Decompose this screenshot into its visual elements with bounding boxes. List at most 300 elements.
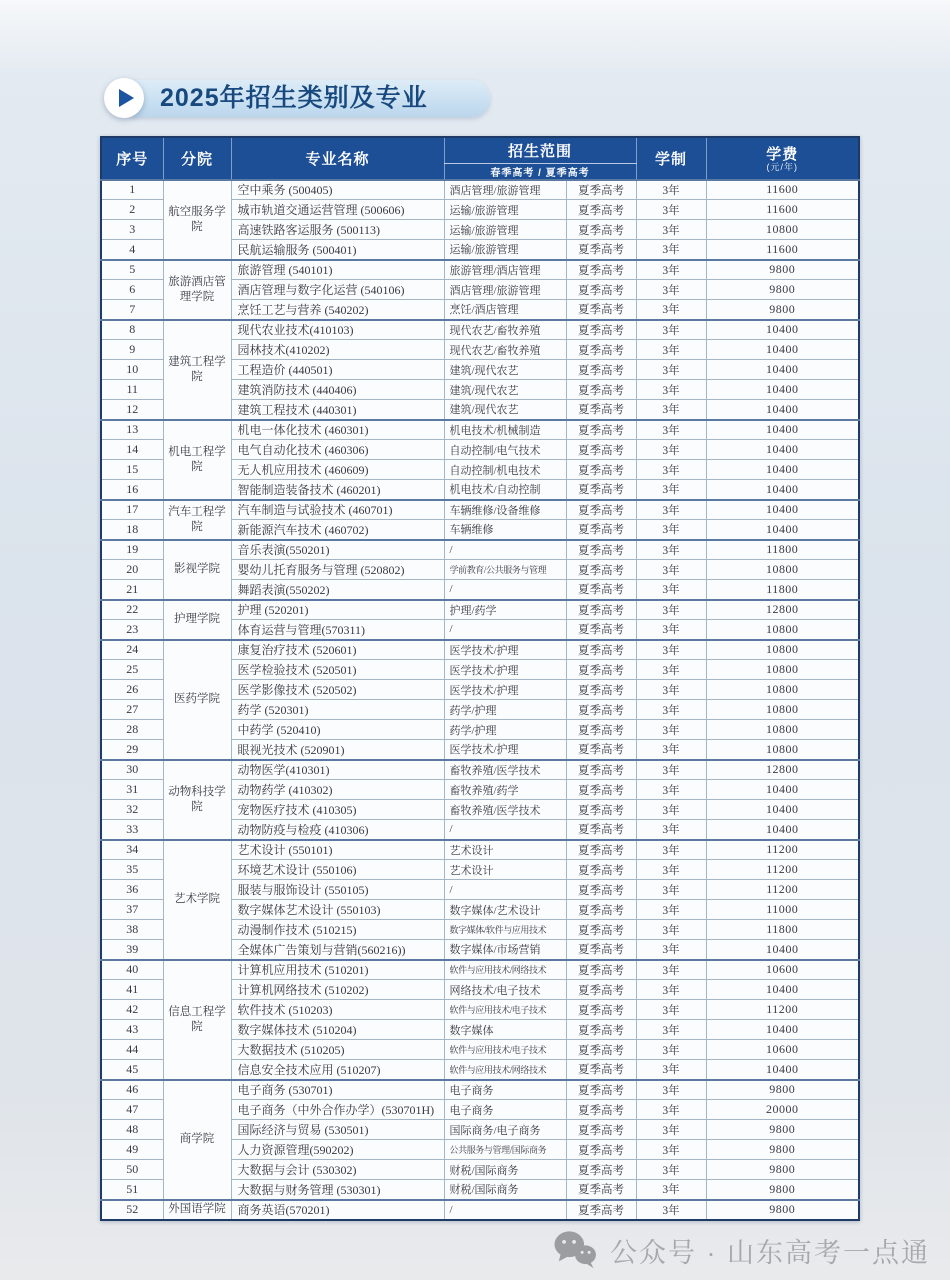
tuition-cell: 10800 [706, 740, 859, 760]
duration-cell: 3年 [636, 360, 706, 380]
summer-exam-cell: 夏季高考 [566, 960, 636, 980]
major-name-cell: 动物防疫与检疫 (410306) [231, 820, 444, 840]
college-cell: 外国语学院 [163, 1200, 231, 1220]
tuition-cell: 10800 [706, 680, 859, 700]
row-number-cell: 1 [101, 180, 163, 200]
table-row [101, 540, 859, 560]
college-cell: 动物科技学院 [163, 760, 231, 840]
major-name-cell: 眼视光技术 (520901) [231, 740, 444, 760]
spring-scope-cell: 建筑/现代农艺 [444, 400, 566, 420]
spring-scope-cell: 数字媒体 [444, 1020, 566, 1040]
college-cell: 旅游酒店管理学院 [163, 260, 231, 320]
spring-scope-cell: / [444, 880, 566, 900]
spring-scope-cell: 软件与应用技术/电子技术 [444, 1040, 566, 1060]
duration-cell: 3年 [636, 640, 706, 660]
major-name-cell: 商务英语(570201) [231, 1200, 444, 1220]
duration-cell: 3年 [636, 720, 706, 740]
row-number-cell: 11 [101, 380, 163, 400]
major-name-cell: 无人机应用技术 (460609) [231, 460, 444, 480]
row-number-cell: 2 [101, 200, 163, 220]
row-number-cell: 14 [101, 440, 163, 460]
table-row [101, 1200, 859, 1220]
row-number-cell: 33 [101, 820, 163, 840]
summer-exam-cell: 夏季高考 [566, 240, 636, 260]
tuition-cell: 10400 [706, 320, 859, 340]
tuition-cell: 9800 [706, 1140, 859, 1160]
table-row [101, 960, 859, 980]
tuition-cell: 10400 [706, 820, 859, 840]
duration-cell: 3年 [636, 200, 706, 220]
duration-cell: 3年 [636, 1000, 706, 1020]
tuition-cell: 10400 [706, 400, 859, 420]
spring-scope-cell: 车辆维修/设备维修 [444, 500, 566, 520]
tuition-cell: 9800 [706, 1120, 859, 1140]
major-name-cell: 软件技术 (510203) [231, 1000, 444, 1020]
major-name-cell: 数字媒体艺术设计 (550103) [231, 900, 444, 920]
tuition-cell: 11800 [706, 580, 859, 600]
major-name-cell: 大数据与会计 (530302) [231, 1160, 444, 1180]
duration-cell: 3年 [636, 980, 706, 1000]
row-number-cell: 8 [101, 320, 163, 340]
duration-cell: 3年 [636, 180, 706, 200]
spring-scope-cell: / [444, 580, 566, 600]
duration-cell: 3年 [636, 240, 706, 260]
major-name-cell: 医学检验技术 (520501) [231, 660, 444, 680]
summer-exam-cell: 夏季高考 [566, 620, 636, 640]
duration-cell: 3年 [636, 840, 706, 860]
tuition-cell: 10800 [706, 220, 859, 240]
row-number-cell: 23 [101, 620, 163, 640]
tuition-cell: 10400 [706, 1020, 859, 1040]
spring-scope-cell: / [444, 1200, 566, 1220]
major-name-cell: 机电一体化技术 (460301) [231, 420, 444, 440]
duration-cell: 3年 [636, 480, 706, 500]
spring-scope-cell: 数字媒体/艺术设计 [444, 900, 566, 920]
summer-exam-cell: 夏季高考 [566, 360, 636, 380]
college-cell: 影视学院 [163, 540, 231, 600]
summer-exam-cell: 夏季高考 [566, 1160, 636, 1180]
spring-scope-cell: / [444, 820, 566, 840]
tuition-cell: 11600 [706, 240, 859, 260]
tuition-cell: 9800 [706, 1180, 859, 1200]
spring-scope-cell: / [444, 620, 566, 640]
major-name-cell: 动漫制作技术 (510215) [231, 920, 444, 940]
admissions-table [100, 136, 860, 1221]
table-row [101, 600, 859, 620]
spring-scope-cell: 运输/旅游管理 [444, 200, 566, 220]
duration-cell: 3年 [636, 380, 706, 400]
row-number-cell: 40 [101, 960, 163, 980]
duration-cell: 3年 [636, 520, 706, 540]
summer-exam-cell: 夏季高考 [566, 680, 636, 700]
summer-exam-cell: 夏季高考 [566, 1020, 636, 1040]
summer-exam-cell: 夏季高考 [566, 1060, 636, 1080]
spring-scope-cell: / [444, 540, 566, 560]
duration-cell: 3年 [636, 680, 706, 700]
summer-exam-cell: 夏季高考 [566, 1080, 636, 1100]
major-name-cell: 民航运输服务 (500401) [231, 240, 444, 260]
table-row [101, 640, 859, 660]
tuition-cell: 10600 [706, 1040, 859, 1060]
duration-cell: 3年 [636, 880, 706, 900]
duration-cell: 3年 [636, 420, 706, 440]
summer-exam-cell: 夏季高考 [566, 1180, 636, 1200]
spring-scope-cell: 医学技术/护理 [444, 660, 566, 680]
row-number-cell: 35 [101, 860, 163, 880]
row-number-cell: 10 [101, 360, 163, 380]
row-number-cell: 26 [101, 680, 163, 700]
duration-cell: 3年 [636, 620, 706, 640]
spring-scope-cell: 医学技术/护理 [444, 680, 566, 700]
duration-cell: 3年 [636, 760, 706, 780]
row-number-cell: 46 [101, 1080, 163, 1100]
major-name-cell: 高速铁路客运服务 (500113) [231, 220, 444, 240]
spring-scope-cell: 旅游管理/酒店管理 [444, 260, 566, 280]
tuition-cell: 9800 [706, 1200, 859, 1220]
major-name-cell: 宠物医疗技术 (410305) [231, 800, 444, 820]
spring-scope-cell: 艺术设计 [444, 840, 566, 860]
tuition-cell: 11200 [706, 860, 859, 880]
play-triangle-icon [119, 89, 134, 107]
col-header-duration: 学制 [636, 137, 706, 180]
row-number-cell: 36 [101, 880, 163, 900]
tuition-cell: 10800 [706, 640, 859, 660]
spring-scope-cell: 护理/药学 [444, 600, 566, 620]
tuition-cell: 11200 [706, 880, 859, 900]
row-number-cell: 50 [101, 1160, 163, 1180]
spring-scope-cell: 畜牧养殖/医学技术 [444, 800, 566, 820]
duration-cell: 3年 [636, 220, 706, 240]
duration-cell: 3年 [636, 1180, 706, 1200]
tuition-cell: 9800 [706, 280, 859, 300]
summer-exam-cell: 夏季高考 [566, 1100, 636, 1120]
major-name-cell: 信息安全技术应用 (510207) [231, 1060, 444, 1080]
row-number-cell: 22 [101, 600, 163, 620]
major-name-cell: 计算机应用技术 (510201) [231, 960, 444, 980]
summer-exam-cell: 夏季高考 [566, 460, 636, 480]
spring-scope-cell: 建筑/现代农艺 [444, 380, 566, 400]
college-cell: 汽车工程学院 [163, 500, 231, 540]
summer-exam-cell: 夏季高考 [566, 560, 636, 580]
summer-exam-cell: 夏季高考 [566, 740, 636, 760]
summer-exam-cell: 夏季高考 [566, 1140, 636, 1160]
summer-exam-cell: 夏季高考 [566, 440, 636, 460]
duration-cell: 3年 [636, 1160, 706, 1180]
spring-scope-cell: 电子商务 [444, 1080, 566, 1100]
major-name-cell: 建筑消防技术 (440406) [231, 380, 444, 400]
row-number-cell: 25 [101, 660, 163, 680]
row-number-cell: 43 [101, 1020, 163, 1040]
row-number-cell: 37 [101, 900, 163, 920]
row-number-cell: 38 [101, 920, 163, 940]
spring-scope-cell: 网络技术/电子技术 [444, 980, 566, 1000]
major-name-cell: 环境艺术设计 (550106) [231, 860, 444, 880]
tuition-cell: 10800 [706, 620, 859, 640]
summer-exam-cell: 夏季高考 [566, 520, 636, 540]
duration-cell: 3年 [636, 280, 706, 300]
table-row [101, 760, 859, 780]
major-name-cell: 舞蹈表演(550202) [231, 580, 444, 600]
tuition-cell: 10400 [706, 480, 859, 500]
duration-cell: 3年 [636, 860, 706, 880]
college-cell: 艺术学院 [163, 840, 231, 960]
col-subheader-exam-types: 春季高考 / 夏季高考 [444, 163, 636, 180]
major-name-cell: 园林技术(410202) [231, 340, 444, 360]
row-number-cell: 6 [101, 280, 163, 300]
tuition-cell: 10400 [706, 520, 859, 540]
tuition-cell: 11200 [706, 1000, 859, 1020]
spring-scope-cell: 车辆维修 [444, 520, 566, 540]
duration-cell: 3年 [636, 440, 706, 460]
major-name-cell: 电子商务 (530701) [231, 1080, 444, 1100]
major-name-cell: 康复治疗技术 (520601) [231, 640, 444, 660]
summer-exam-cell: 夏季高考 [566, 720, 636, 740]
duration-cell: 3年 [636, 500, 706, 520]
college-cell: 商学院 [163, 1080, 231, 1200]
major-name-cell: 烹饪工艺与营养 (540202) [231, 300, 444, 320]
spring-scope-cell: 数字媒体/市场营销 [444, 940, 566, 960]
row-number-cell: 32 [101, 800, 163, 820]
tuition-cell: 11000 [706, 900, 859, 920]
duration-cell: 3年 [636, 660, 706, 680]
major-name-cell: 医学影像技术 (520502) [231, 680, 444, 700]
major-name-cell: 婴幼儿托育服务与管理 (520802) [231, 560, 444, 580]
major-name-cell: 动物医学(410301) [231, 760, 444, 780]
duration-cell: 3年 [636, 1040, 706, 1060]
summer-exam-cell: 夏季高考 [566, 920, 636, 940]
row-number-cell: 30 [101, 760, 163, 780]
summer-exam-cell: 夏季高考 [566, 340, 636, 360]
major-name-cell: 大数据与财务管理 (530301) [231, 1180, 444, 1200]
summer-exam-cell: 夏季高考 [566, 480, 636, 500]
college-cell: 医药学院 [163, 640, 231, 760]
spring-scope-cell: 烹饪/酒店管理 [444, 300, 566, 320]
row-number-cell: 13 [101, 420, 163, 440]
col-header-college: 分院 [163, 137, 231, 180]
duration-cell: 3年 [636, 920, 706, 940]
major-name-cell: 城市轨道交通运营管理 (500606) [231, 200, 444, 220]
duration-cell: 3年 [636, 460, 706, 480]
summer-exam-cell: 夏季高考 [566, 1200, 636, 1220]
spring-scope-cell: 畜牧养殖/医学技术 [444, 760, 566, 780]
summer-exam-cell: 夏季高考 [566, 800, 636, 820]
row-number-cell: 39 [101, 940, 163, 960]
duration-cell: 3年 [636, 580, 706, 600]
summer-exam-cell: 夏季高考 [566, 980, 636, 1000]
row-number-cell: 5 [101, 260, 163, 280]
duration-cell: 3年 [636, 740, 706, 760]
row-number-cell: 28 [101, 720, 163, 740]
row-number-cell: 15 [101, 460, 163, 480]
major-name-cell: 服装与服饰设计 (550105) [231, 880, 444, 900]
college-cell: 航空服务学院 [163, 180, 231, 260]
tuition-cell: 10400 [706, 940, 859, 960]
table-row [101, 180, 859, 200]
summer-exam-cell: 夏季高考 [566, 940, 636, 960]
duration-cell: 3年 [636, 540, 706, 560]
row-number-cell: 45 [101, 1060, 163, 1080]
tuition-cell: 10400 [706, 360, 859, 380]
major-name-cell: 新能源汽车技术 (460702) [231, 520, 444, 540]
spring-scope-cell: 软件与应用技术/电子技术 [444, 1000, 566, 1020]
tuition-label: 学费 [766, 145, 799, 163]
summer-exam-cell: 夏季高考 [566, 1120, 636, 1140]
row-number-cell: 41 [101, 980, 163, 1000]
tuition-cell: 10400 [706, 440, 859, 460]
duration-cell: 3年 [636, 340, 706, 360]
summer-exam-cell: 夏季高考 [566, 900, 636, 920]
major-name-cell: 动物药学 (410302) [231, 780, 444, 800]
major-name-cell: 现代农业技术(410103) [231, 320, 444, 340]
spring-scope-cell: 机电技术/自动控制 [444, 480, 566, 500]
table-row [101, 500, 859, 520]
major-name-cell: 中药学 (520410) [231, 720, 444, 740]
summer-exam-cell: 夏季高考 [566, 660, 636, 680]
table-row [101, 260, 859, 280]
duration-cell: 3年 [636, 1060, 706, 1080]
summer-exam-cell: 夏季高考 [566, 840, 636, 860]
row-number-cell: 27 [101, 700, 163, 720]
tuition-cell: 11600 [706, 200, 859, 220]
tuition-cell: 10400 [706, 780, 859, 800]
duration-cell: 3年 [636, 600, 706, 620]
summer-exam-cell: 夏季高考 [566, 180, 636, 200]
major-name-cell: 工程造价 (440501) [231, 360, 444, 380]
duration-cell: 3年 [636, 1080, 706, 1100]
row-number-cell: 44 [101, 1040, 163, 1060]
tuition-cell: 11600 [706, 180, 859, 200]
major-name-cell: 人力资源管理(590202) [231, 1140, 444, 1160]
spring-scope-cell: 酒店管理/旅游管理 [444, 180, 566, 200]
tuition-cell: 10400 [706, 500, 859, 520]
duration-cell: 3年 [636, 320, 706, 340]
duration-cell: 3年 [636, 300, 706, 320]
col-header-major: 专业名称 [231, 137, 444, 180]
spring-scope-cell: 学前教育/公共服务与管理 [444, 560, 566, 580]
major-name-cell: 电子商务（中外合作办学）(530701H) [231, 1100, 444, 1120]
spring-scope-cell: 艺术设计 [444, 860, 566, 880]
spring-scope-cell: 机电技术/机械制造 [444, 420, 566, 440]
spring-scope-cell: 药学/护理 [444, 720, 566, 740]
table-row [101, 420, 859, 440]
tuition-cell: 10400 [706, 460, 859, 480]
summer-exam-cell: 夏季高考 [566, 860, 636, 880]
duration-cell: 3年 [636, 800, 706, 820]
summer-exam-cell: 夏季高考 [566, 760, 636, 780]
row-number-cell: 42 [101, 1000, 163, 1020]
spring-scope-cell: 酒店管理/旅游管理 [444, 280, 566, 300]
spring-scope-cell: 现代农艺/畜牧养殖 [444, 320, 566, 340]
duration-cell: 3年 [636, 1120, 706, 1140]
duration-cell: 3年 [636, 900, 706, 920]
row-number-cell: 16 [101, 480, 163, 500]
spring-scope-cell: 软件与应用技术/网络技术 [444, 960, 566, 980]
duration-cell: 3年 [636, 780, 706, 800]
tuition-cell: 10800 [706, 560, 859, 580]
tuition-cell: 10800 [706, 700, 859, 720]
summer-exam-cell: 夏季高考 [566, 880, 636, 900]
major-name-cell: 汽车制造与试验技术 (460701) [231, 500, 444, 520]
major-name-cell: 智能制造装备技术 (460201) [231, 480, 444, 500]
spring-scope-cell: 财税/国际商务 [444, 1160, 566, 1180]
footer-watermark [552, 1230, 930, 1270]
major-name-cell: 音乐表演(550201) [231, 540, 444, 560]
tuition-cell: 10600 [706, 960, 859, 980]
spring-scope-cell: 现代农艺/畜牧养殖 [444, 340, 566, 360]
col-header-scope: 招生范围 [444, 137, 636, 163]
summer-exam-cell: 夏季高考 [566, 780, 636, 800]
spring-scope-cell: 医学技术/护理 [444, 640, 566, 660]
play-icon [104, 78, 144, 118]
row-number-cell: 31 [101, 780, 163, 800]
tuition-cell: 12800 [706, 600, 859, 620]
major-name-cell: 国际经济与贸易 (530501) [231, 1120, 444, 1140]
row-number-cell: 3 [101, 220, 163, 240]
major-name-cell: 药学 (520301) [231, 700, 444, 720]
tuition-cell: 9800 [706, 1080, 859, 1100]
row-number-cell: 51 [101, 1180, 163, 1200]
major-name-cell: 体育运营与管理(570311) [231, 620, 444, 640]
college-cell: 信息工程学院 [163, 960, 231, 1080]
summer-exam-cell: 夏季高考 [566, 700, 636, 720]
page-title-text: 2025年招生类别及专业 [128, 80, 490, 117]
major-name-cell: 大数据技术 (510205) [231, 1040, 444, 1060]
tuition-cell: 10400 [706, 1060, 859, 1080]
spring-scope-cell: 电子商务 [444, 1100, 566, 1120]
major-name-cell: 空中乘务 (500405) [231, 180, 444, 200]
row-number-cell: 24 [101, 640, 163, 660]
row-number-cell: 4 [101, 240, 163, 260]
tuition-cell: 10400 [706, 420, 859, 440]
tuition-cell: 10800 [706, 720, 859, 740]
tuition-cell: 11800 [706, 920, 859, 940]
major-name-cell: 酒店管理与数字化运营 (540106) [231, 280, 444, 300]
row-number-cell: 47 [101, 1100, 163, 1120]
row-number-cell: 17 [101, 500, 163, 520]
spring-scope-cell: 自动控制/电气技术 [444, 440, 566, 460]
summer-exam-cell: 夏季高考 [566, 380, 636, 400]
college-cell: 建筑工程学院 [163, 320, 231, 420]
duration-cell: 3年 [636, 400, 706, 420]
row-number-cell: 48 [101, 1120, 163, 1140]
major-name-cell: 护理 (520201) [231, 600, 444, 620]
summer-exam-cell: 夏季高考 [566, 320, 636, 340]
table-header [101, 137, 859, 180]
spring-scope-cell: 药学/护理 [444, 700, 566, 720]
page-title [0, 0, 950, 118]
summer-exam-cell: 夏季高考 [566, 280, 636, 300]
wechat-icon [552, 1230, 598, 1270]
footer-text: 公众号 · 山东高考一点通 [610, 1237, 930, 1268]
duration-cell: 3年 [636, 960, 706, 980]
summer-exam-cell: 夏季高考 [566, 600, 636, 620]
tuition-cell: 10400 [706, 340, 859, 360]
tuition-unit-label: (元/年) [766, 161, 799, 172]
summer-exam-cell: 夏季高考 [566, 420, 636, 440]
row-number-cell: 49 [101, 1140, 163, 1160]
tuition-cell: 10800 [706, 660, 859, 680]
duration-cell: 3年 [636, 1020, 706, 1040]
tuition-cell: 9800 [706, 300, 859, 320]
summer-exam-cell: 夏季高考 [566, 500, 636, 520]
tuition-cell: 10400 [706, 800, 859, 820]
row-number-cell: 7 [101, 300, 163, 320]
college-cell: 护理学院 [163, 600, 231, 640]
tuition-cell: 20000 [706, 1100, 859, 1120]
row-number-cell: 19 [101, 540, 163, 560]
duration-cell: 3年 [636, 1140, 706, 1160]
spring-scope-cell: 医学技术/护理 [444, 740, 566, 760]
